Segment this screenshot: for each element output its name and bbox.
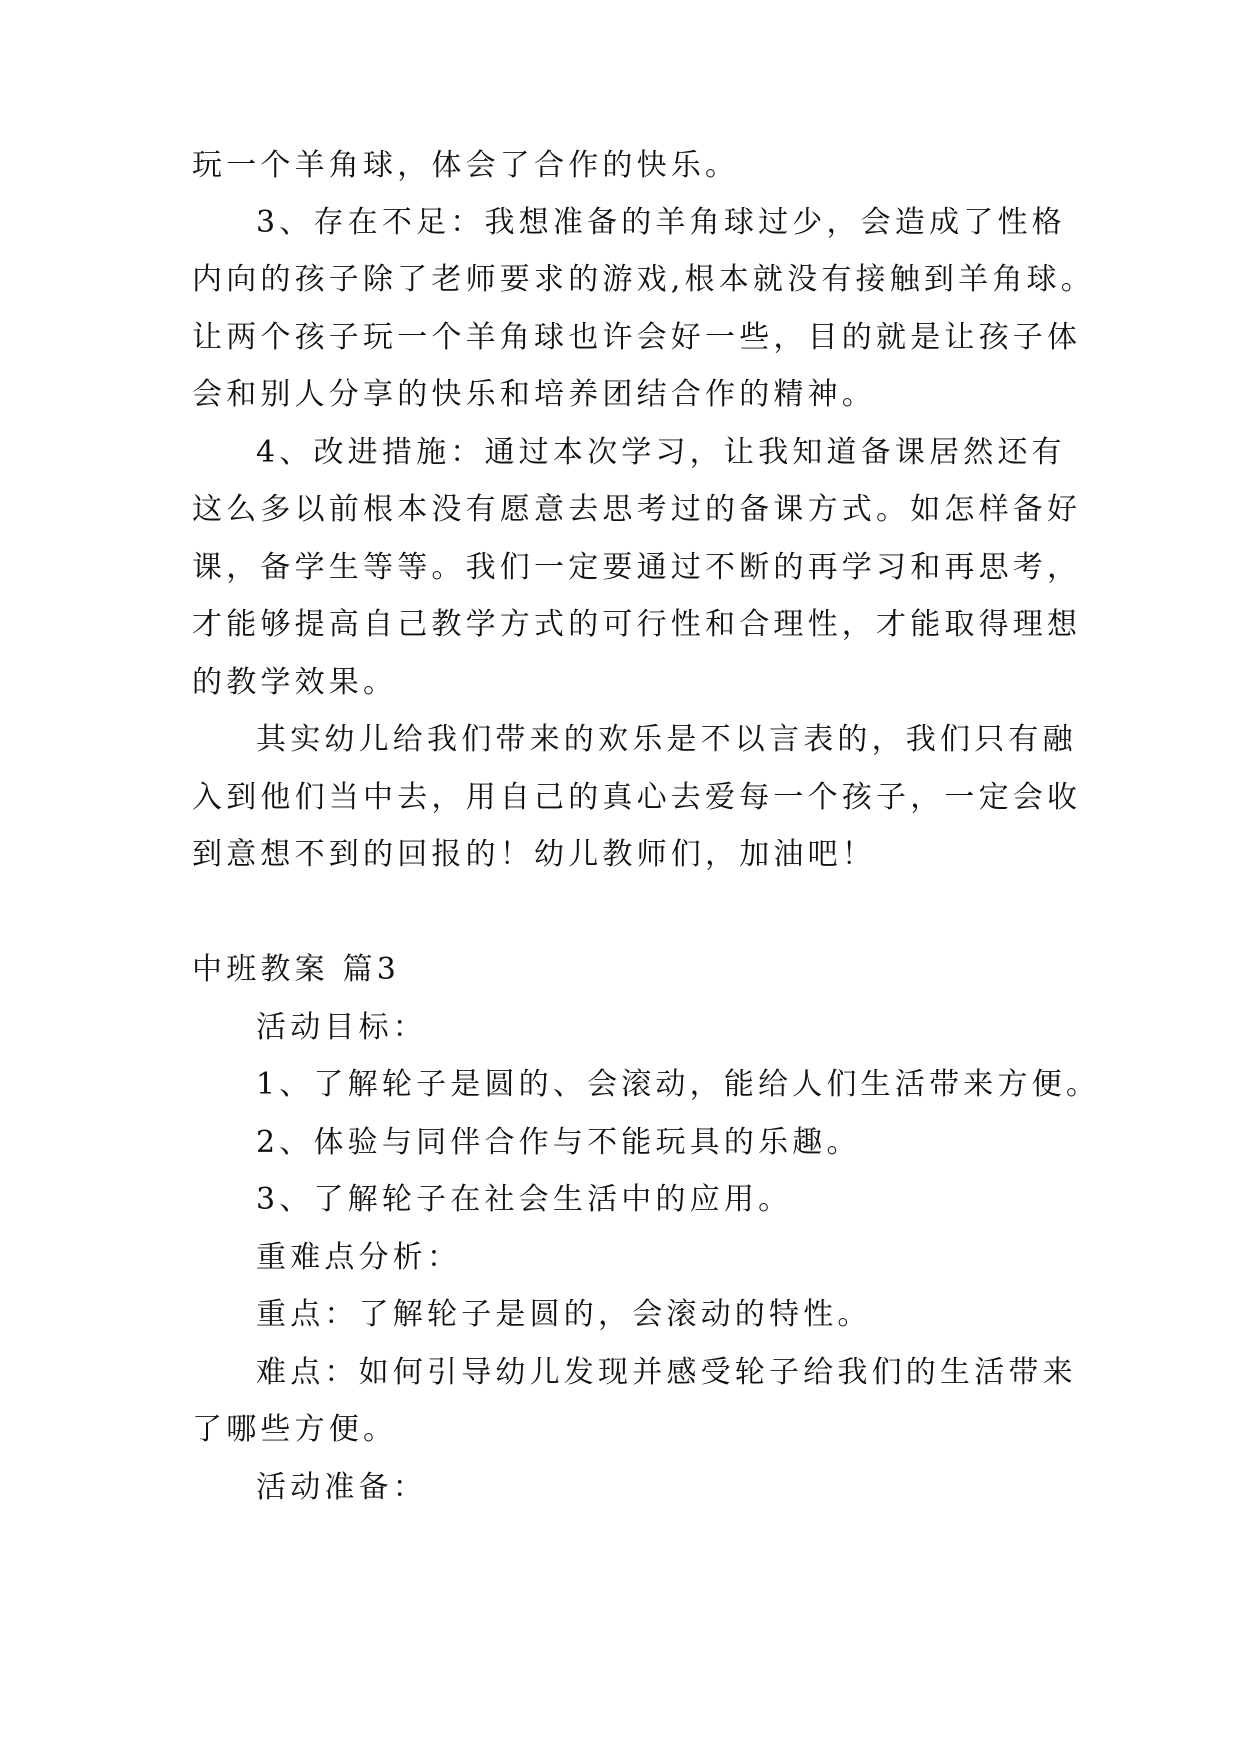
text-line: 玩一个羊角球，体会了合作的快乐。 bbox=[192, 148, 740, 183]
text-line: 到意想不到的回报的！幼儿教师们，加油吧！ bbox=[192, 837, 876, 872]
text-line: 重难点分析： bbox=[256, 1240, 462, 1275]
text-line: 难点：如何引导幼儿发现并感受轮子给我们的生活带来 bbox=[256, 1355, 1077, 1390]
text-line: 入到他们当中去，用自己的真心去爱每一个孩子，一定会收 bbox=[192, 780, 1082, 815]
text-line: 其实幼儿给我们带来的欢乐是不以言表的，我们只有融 bbox=[256, 722, 1077, 757]
text-line: 活动目标： bbox=[256, 1010, 427, 1045]
text-line: 3、存在不足：我想准备的羊角球过少，会造成了性格 bbox=[256, 205, 1066, 240]
text-line: 这么多以前根本没有愿意去思考过的备课方式。如怎样备好 bbox=[192, 492, 1082, 527]
text-line: 的教学效果。 bbox=[192, 665, 398, 700]
text-line: 了哪些方便。 bbox=[192, 1412, 398, 1447]
text-line: 3、了解轮子在社会生活中的应用。 bbox=[256, 1182, 793, 1217]
text-line: 重点：了解轮子是圆的，会滚动的特性。 bbox=[256, 1297, 872, 1332]
text-line: 课，备学生等等。我们一定要通过不断的再学习和再思考， bbox=[192, 550, 1082, 585]
text-line: 会和别人分享的快乐和培养团结合作的精神。 bbox=[192, 377, 876, 412]
text-line: 内向的孩子除了老师要求的游戏,根本就没有接触到羊角球。 bbox=[192, 262, 1095, 297]
section-heading: 中班教案 篇3 bbox=[192, 952, 401, 987]
text-line: 才能够提高自己教学方式的可行性和合理性，才能取得理想 bbox=[192, 607, 1082, 642]
text-line: 1、了解轮子是圆的、会滚动，能给人们生活带来方便。 bbox=[256, 1067, 1101, 1102]
text-line: 让两个孩子玩一个羊角球也许会好一些，目的就是让孩子体 bbox=[192, 320, 1082, 355]
text-line: 4、改进措施：通过本次学习，让我知道备课居然还有 bbox=[256, 435, 1066, 470]
text-line: 2、体验与同伴合作与不能玩具的乐趣。 bbox=[256, 1125, 861, 1160]
text-line: 活动准备： bbox=[256, 1470, 427, 1505]
